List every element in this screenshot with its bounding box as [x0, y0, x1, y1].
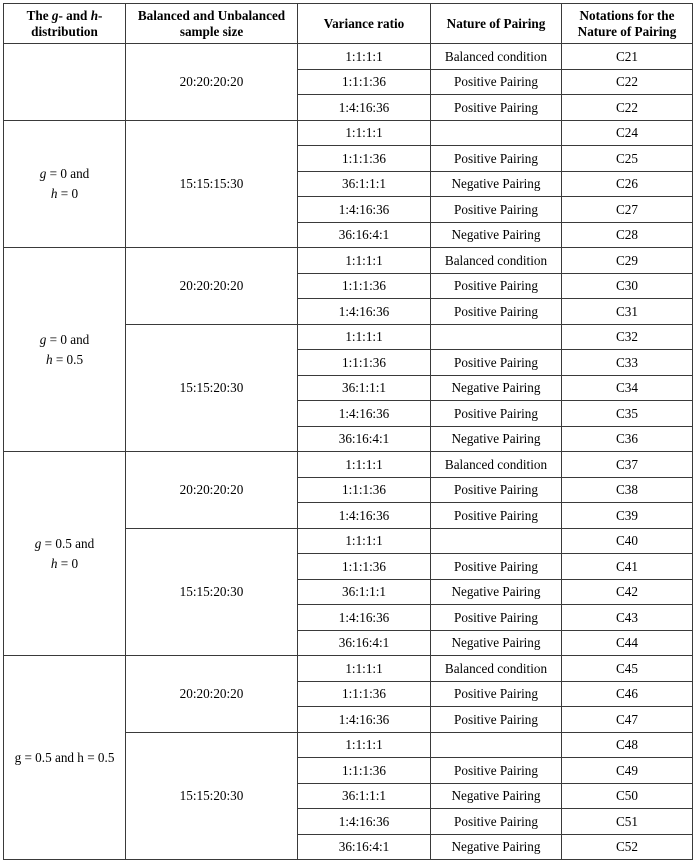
g-value: = 0 and	[46, 331, 90, 347]
variance-ratio-cell: 1:4:16:36	[298, 809, 431, 835]
nature-of-pairing-cell	[431, 732, 562, 758]
distribution-cell	[4, 656, 126, 860]
header-nature-of-pairing: Nature of Pairing	[431, 4, 562, 44]
table-header-row	[4, 4, 693, 44]
distribution-cell	[4, 452, 126, 656]
nature-of-pairing-cell: Positive Pairing	[431, 681, 562, 707]
table-row	[4, 656, 693, 682]
table-row	[4, 44, 693, 70]
variance-ratio-cell: 1:4:16:36	[298, 299, 431, 325]
distribution-cell	[4, 120, 126, 248]
nature-of-pairing-cell: Positive Pairing	[431, 554, 562, 580]
nature-of-pairing-cell: Negative Pairing	[431, 630, 562, 656]
h-symbol: h	[45, 351, 53, 367]
nature-of-pairing-cell: Positive Pairing	[431, 299, 562, 325]
variance-ratio-cell: 1:1:1:36	[298, 69, 431, 95]
table-row	[4, 120, 693, 146]
sample-size-cell: 20:20:20:20	[126, 452, 298, 529]
table-row	[4, 248, 693, 274]
nature-of-pairing-cell: Positive Pairing	[431, 809, 562, 835]
variance-ratio-cell: 1:1:1:1	[298, 324, 431, 350]
nature-of-pairing-cell: Positive Pairing	[431, 146, 562, 172]
h-value: = 0.5	[52, 351, 84, 367]
sample-size-cell: 15:15:20:30	[126, 528, 298, 656]
variance-ratio-cell: 1:1:1:1	[298, 656, 431, 682]
notation-cell: C24	[562, 120, 693, 146]
notation-cell: C38	[562, 477, 693, 503]
sample-size-cell: 15:15:20:30	[126, 324, 298, 452]
g-value: = 0.5 and	[41, 535, 95, 551]
g-symbol: g	[39, 165, 47, 181]
variance-ratio-cell: 1:1:1:36	[298, 146, 431, 172]
notation-cell: C29	[562, 248, 693, 274]
notation-cell: C50	[562, 783, 693, 809]
header-sample-size: Balanced and Unbalanced sample size	[126, 4, 298, 44]
notation-cell: C48	[562, 732, 693, 758]
variance-ratio-cell: 1:4:16:36	[298, 605, 431, 631]
sample-size-cell: 15:15:15:30	[126, 120, 298, 248]
nature-of-pairing-cell: Positive Pairing	[431, 758, 562, 784]
nature-of-pairing-cell: Negative Pairing	[431, 783, 562, 809]
nature-of-pairing-cell: Negative Pairing	[431, 426, 562, 452]
table-row	[4, 452, 693, 478]
variance-ratio-cell: 1:4:16:36	[298, 197, 431, 223]
table-body	[4, 44, 693, 860]
variance-ratio-cell: 1:1:1:1	[298, 44, 431, 70]
notation-cell: C21	[562, 44, 693, 70]
notation-cell: C34	[562, 375, 693, 401]
variance-ratio-cell: 1:4:16:36	[298, 503, 431, 529]
notation-cell: C31	[562, 299, 693, 325]
variance-ratio-cell: 36:1:1:1	[298, 375, 431, 401]
g-symbol: g	[39, 331, 47, 347]
variance-ratio-cell: 36:16:4:1	[298, 834, 431, 860]
nature-of-pairing-cell: Negative Pairing	[431, 375, 562, 401]
nature-of-pairing-cell: Negative Pairing	[431, 171, 562, 197]
header-distribution: The g- and h-distribution	[4, 4, 126, 44]
nature-of-pairing-cell: Positive Pairing	[431, 707, 562, 733]
notation-cell: C43	[562, 605, 693, 631]
variance-ratio-cell: 36:1:1:1	[298, 579, 431, 605]
variance-ratio-cell: 1:4:16:36	[298, 401, 431, 427]
notation-cell: C25	[562, 146, 693, 172]
variance-ratio-cell: 36:1:1:1	[298, 783, 431, 809]
g-symbol: g	[34, 535, 42, 551]
notation-cell: C27	[562, 197, 693, 223]
nature-of-pairing-cell: Positive Pairing	[431, 503, 562, 529]
variance-ratio-cell: 1:1:1:36	[298, 477, 431, 503]
nature-of-pairing-cell: Balanced condition	[431, 452, 562, 478]
variance-ratio-cell: 1:1:1:1	[298, 732, 431, 758]
variance-ratio-cell: 1:1:1:36	[298, 273, 431, 299]
h-symbol: h	[50, 185, 58, 201]
header-notation: Notations for the Nature of Pairing	[562, 4, 693, 44]
notation-cell: C40	[562, 528, 693, 554]
notation-cell: C44	[562, 630, 693, 656]
header-variance-ratio: Variance ratio	[298, 4, 431, 44]
notation-cell: C41	[562, 554, 693, 580]
variance-ratio-cell: 1:1:1:1	[298, 248, 431, 274]
variance-ratio-cell: 1:1:1:36	[298, 758, 431, 784]
variance-ratio-cell: 1:1:1:1	[298, 452, 431, 478]
variance-ratio-cell: 36:16:4:1	[298, 630, 431, 656]
notation-cell: C26	[562, 171, 693, 197]
h-value: = 0	[57, 555, 79, 571]
nature-of-pairing-cell: Positive Pairing	[431, 605, 562, 631]
g-value: = 0 and	[46, 165, 90, 181]
distribution-cell	[4, 248, 126, 452]
nature-of-pairing-cell: Balanced condition	[431, 656, 562, 682]
h-symbol: h	[50, 555, 58, 571]
nature-of-pairing-cell: Positive Pairing	[431, 95, 562, 121]
nature-of-pairing-cell: Negative Pairing	[431, 222, 562, 248]
variance-ratio-cell: 36:16:4:1	[298, 426, 431, 452]
variance-ratio-cell: 1:4:16:36	[298, 707, 431, 733]
variance-ratio-cell: 1:4:16:36	[298, 95, 431, 121]
notation-cell: C46	[562, 681, 693, 707]
notation-cell: C37	[562, 452, 693, 478]
nature-of-pairing-cell: Balanced condition	[431, 44, 562, 70]
notation-cell: C33	[562, 350, 693, 376]
sample-size-cell: 15:15:20:30	[126, 732, 298, 860]
notation-cell: C28	[562, 222, 693, 248]
notation-cell: C35	[562, 401, 693, 427]
notation-cell: C39	[562, 503, 693, 529]
notation-cell: C45	[562, 656, 693, 682]
notation-cell: C30	[562, 273, 693, 299]
nature-of-pairing-cell: Negative Pairing	[431, 834, 562, 860]
variance-ratio-cell: 36:1:1:1	[298, 171, 431, 197]
nature-of-pairing-cell	[431, 528, 562, 554]
notation-cell: C42	[562, 579, 693, 605]
nature-of-pairing-cell: Positive Pairing	[431, 197, 562, 223]
nature-of-pairing-cell: Balanced condition	[431, 248, 562, 274]
nature-of-pairing-cell: Negative Pairing	[431, 579, 562, 605]
notation-cell: C22	[562, 69, 693, 95]
nature-of-pairing-cell: Positive Pairing	[431, 350, 562, 376]
nature-of-pairing-cell	[431, 120, 562, 146]
nature-of-pairing-cell: Positive Pairing	[431, 401, 562, 427]
sample-size-cell: 20:20:20:20	[126, 248, 298, 325]
sample-size-cell: 20:20:20:20	[126, 656, 298, 733]
notation-cell: C49	[562, 758, 693, 784]
nature-of-pairing-cell: Positive Pairing	[431, 69, 562, 95]
sample-size-cell: 20:20:20:20	[126, 44, 298, 121]
variance-ratio-cell: 1:1:1:36	[298, 554, 431, 580]
h-value: = 0	[57, 185, 79, 201]
distribution-cell	[4, 44, 126, 121]
nature-of-pairing-cell: Positive Pairing	[431, 273, 562, 299]
notation-cell: C32	[562, 324, 693, 350]
variance-ratio-cell: 36:16:4:1	[298, 222, 431, 248]
variance-ratio-cell: 1:1:1:1	[298, 120, 431, 146]
distribution-label: g = 0.5 and h = 0.5	[14, 749, 115, 765]
nature-of-pairing-cell	[431, 324, 562, 350]
notation-cell: C22	[562, 95, 693, 121]
nature-of-pairing-cell: Positive Pairing	[431, 477, 562, 503]
variance-ratio-cell: 1:1:1:36	[298, 681, 431, 707]
notation-cell: C51	[562, 809, 693, 835]
notation-cell: C52	[562, 834, 693, 860]
variance-ratio-cell: 1:1:1:36	[298, 350, 431, 376]
notation-cell: C36	[562, 426, 693, 452]
pairing-table	[3, 3, 693, 860]
notation-cell: C47	[562, 707, 693, 733]
variance-ratio-cell: 1:1:1:1	[298, 528, 431, 554]
